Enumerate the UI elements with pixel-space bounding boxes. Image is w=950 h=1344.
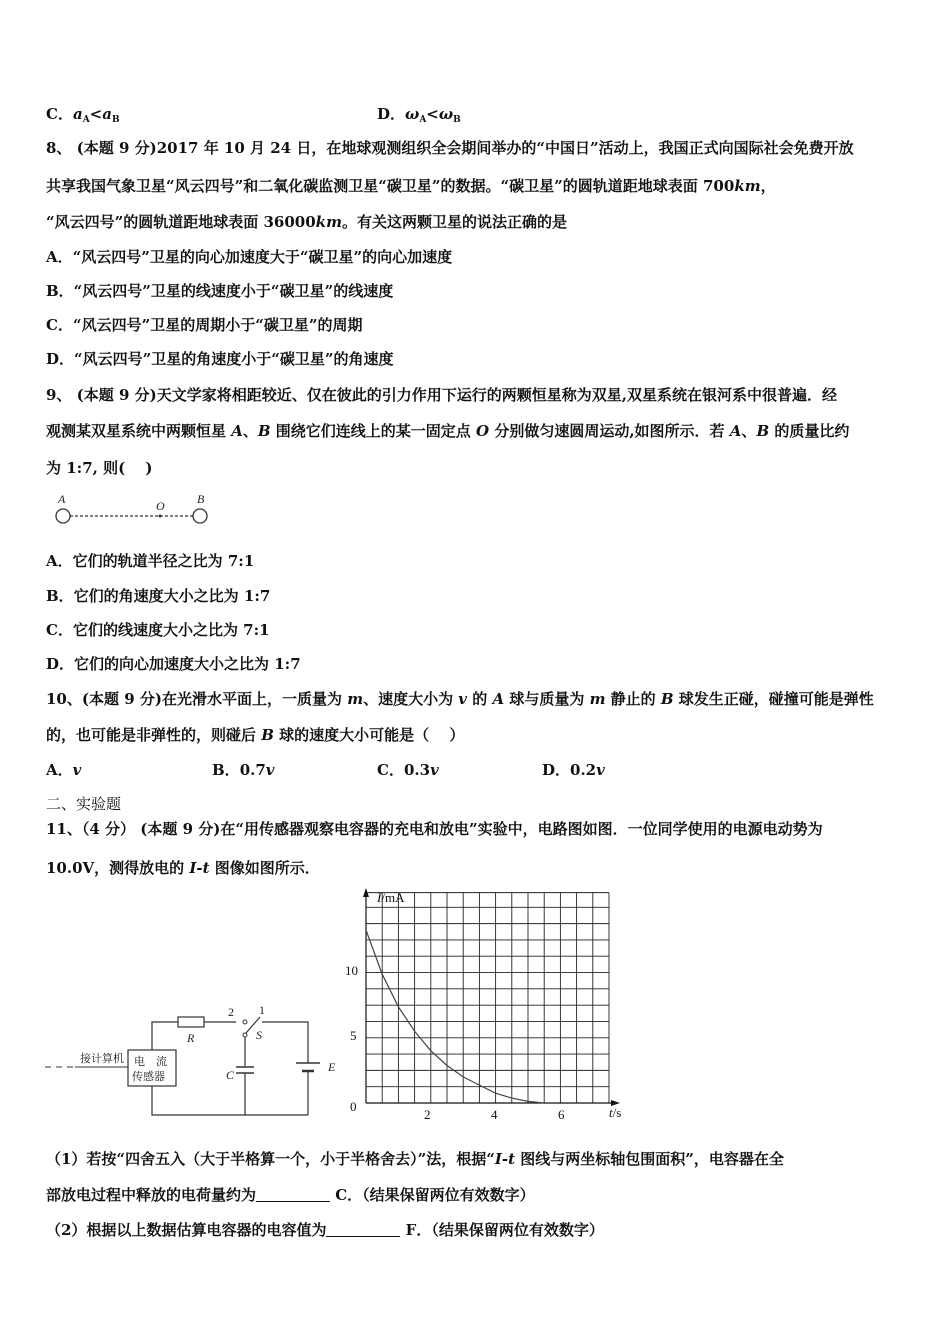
charge-answer-blank[interactable] xyxy=(256,1187,330,1202)
q8-option-a[interactable]: A．“风云四号”卫星的向心加速度大于“碳卫星”的向心加速度 xyxy=(46,248,453,266)
q8-stem-line1: 8、 (本题 9 分)2017 年 10 月 24 日，在地球观测组织全会期间举办的“中国日”活动上，我国正式向国际社会免费开放 xyxy=(46,139,854,157)
q10-option-b[interactable]: B．0.7v xyxy=(212,761,275,779)
q11-stem-line2: 10.0V，测得放电的 I-t 图像如图所示． xyxy=(46,859,320,877)
q10-option-c[interactable]: C．0.3v xyxy=(377,761,439,779)
q8-stem-line3: “风云四号”的圆轨道距地球表面 36000km。有关这两颗卫星的说法正确的是 xyxy=(46,213,567,231)
computer-label: 接计算机 xyxy=(80,1053,124,1065)
terminal-2-label: 2 xyxy=(228,1005,234,1019)
terminal-1-label: 1 xyxy=(259,1005,265,1017)
resistor-label: R xyxy=(187,1031,195,1045)
q9-stem-line1: 9、 (本题 9 分)天文学家将相距较近、仅在彼此的引力作用下运行的两颗恒星称为双星,双星系统在银河系中很普遍．经 xyxy=(46,386,837,404)
y-tick-5: 5 xyxy=(350,1028,357,1043)
resistor xyxy=(178,1017,204,1027)
q11-stem-line1: 11、（4 分） (本题 9 分)在“用传感器观察电容器的充电和放电”实验中，电路图如图．一位同学使用的电源电动势为 xyxy=(46,820,823,838)
q11-part2: （2）根据以上数据估算电容器的电容值为 F．（结果保留两位有效数字） xyxy=(46,1221,604,1239)
q9-option-b[interactable]: B．它们的角速度大小之比为 1:7 xyxy=(46,587,271,605)
star-a xyxy=(56,509,70,523)
q10-option-d[interactable]: D．0.2v xyxy=(542,761,605,779)
wire-bottom xyxy=(152,1086,308,1115)
q7-option-d[interactable]: D．$\omega_A<\omega_B$ xyxy=(377,105,461,125)
q9-option-a[interactable]: A．它们的轨道半径之比为 7:1 xyxy=(46,552,255,570)
y-tick-0: 0 xyxy=(350,1099,357,1114)
it-graph xyxy=(330,885,630,1125)
switch-pivot xyxy=(243,1033,247,1037)
wire-top-right xyxy=(262,1022,308,1063)
q9-option-d[interactable]: D．它们的向心加速度大小之比为 1:7 xyxy=(46,655,301,673)
q7-option-c[interactable]: C．$a_A<a_B$ xyxy=(46,105,120,125)
terminal-2 xyxy=(243,1020,247,1024)
grid-lines xyxy=(366,893,609,1103)
x-tick-6: 6 xyxy=(558,1107,565,1122)
x-axis-label: t/s xyxy=(609,1105,622,1120)
center-o xyxy=(159,515,162,518)
x-tick-4: 4 xyxy=(491,1107,498,1122)
battery-label: E xyxy=(328,1060,336,1074)
sensor-label-1: 电 流 xyxy=(134,1056,167,1068)
q8-option-d[interactable]: D．“风云四号”卫星的角速度小于“碳卫星”的角速度 xyxy=(46,350,394,368)
circuit-diagram xyxy=(40,1005,340,1125)
q9-stem-line2: 观测某双星系统中两颗恒星 A、B 围绕它们连线上的某一固定点 O 分别做匀速圆周运动,如图所示．若 A、B 的质量比约 xyxy=(46,422,850,440)
star-b xyxy=(193,509,207,523)
capacitance-answer-blank[interactable] xyxy=(326,1222,400,1237)
q9-stem-line3: 为 1:7, 则( ) xyxy=(46,459,153,477)
label-o: O xyxy=(156,499,165,513)
q8-option-c[interactable]: C．“风云四号”卫星的周期小于“碳卫星”的周期 xyxy=(46,316,363,334)
x-tick-2: 2 xyxy=(424,1107,431,1122)
capacitor-label: C xyxy=(226,1068,235,1082)
sensor-label-2: 传感器 xyxy=(132,1071,165,1083)
q8-option-b[interactable]: B．“风云四号”卫星的线速度小于“碳卫星”的线速度 xyxy=(46,282,394,300)
label-b: B xyxy=(197,492,205,506)
section-heading: 二、实验题 xyxy=(46,795,122,813)
q10-option-a[interactable]: A．v xyxy=(46,761,82,779)
binary-star-figure xyxy=(50,490,220,526)
switch-label: S xyxy=(256,1028,262,1042)
q11-part1-line2: 部放电过程中释放的电荷量约为 C．（结果保留两位有效数字） xyxy=(46,1186,535,1204)
y-tick-10: 10 xyxy=(345,963,358,978)
q11-part1-line1: （1）若按“四舍五入（大于半格算一个，小于半格舍去）”法，根据“I-t 图线与两坐标轴包围面积”，电容器在全 xyxy=(46,1150,784,1168)
q8-stem-line2: 共享我国气象卫星“风云四号”和二氧化碳监测卫星“碳卫星”的数据。“碳卫星”的圆轨道距地球表面 700km， xyxy=(46,177,776,195)
y-axis-label: I/mA xyxy=(377,890,405,905)
q9-option-c[interactable]: C．它们的线速度大小之比为 7:1 xyxy=(46,621,270,639)
q10-stem-line1: 10、(本题 9 分)在光滑水平面上，一质量为 m、速度大小为 v 的 A 球与质量为 m 静止的 B 球发生正碰，碰撞可能是弹性 xyxy=(46,690,874,708)
wire-left xyxy=(152,1022,178,1050)
q10-stem-line2: 的，也可能是非弹性的，则碰后 B 球的速度大小可能是（ ） xyxy=(46,726,465,744)
label-a: A xyxy=(58,492,66,506)
